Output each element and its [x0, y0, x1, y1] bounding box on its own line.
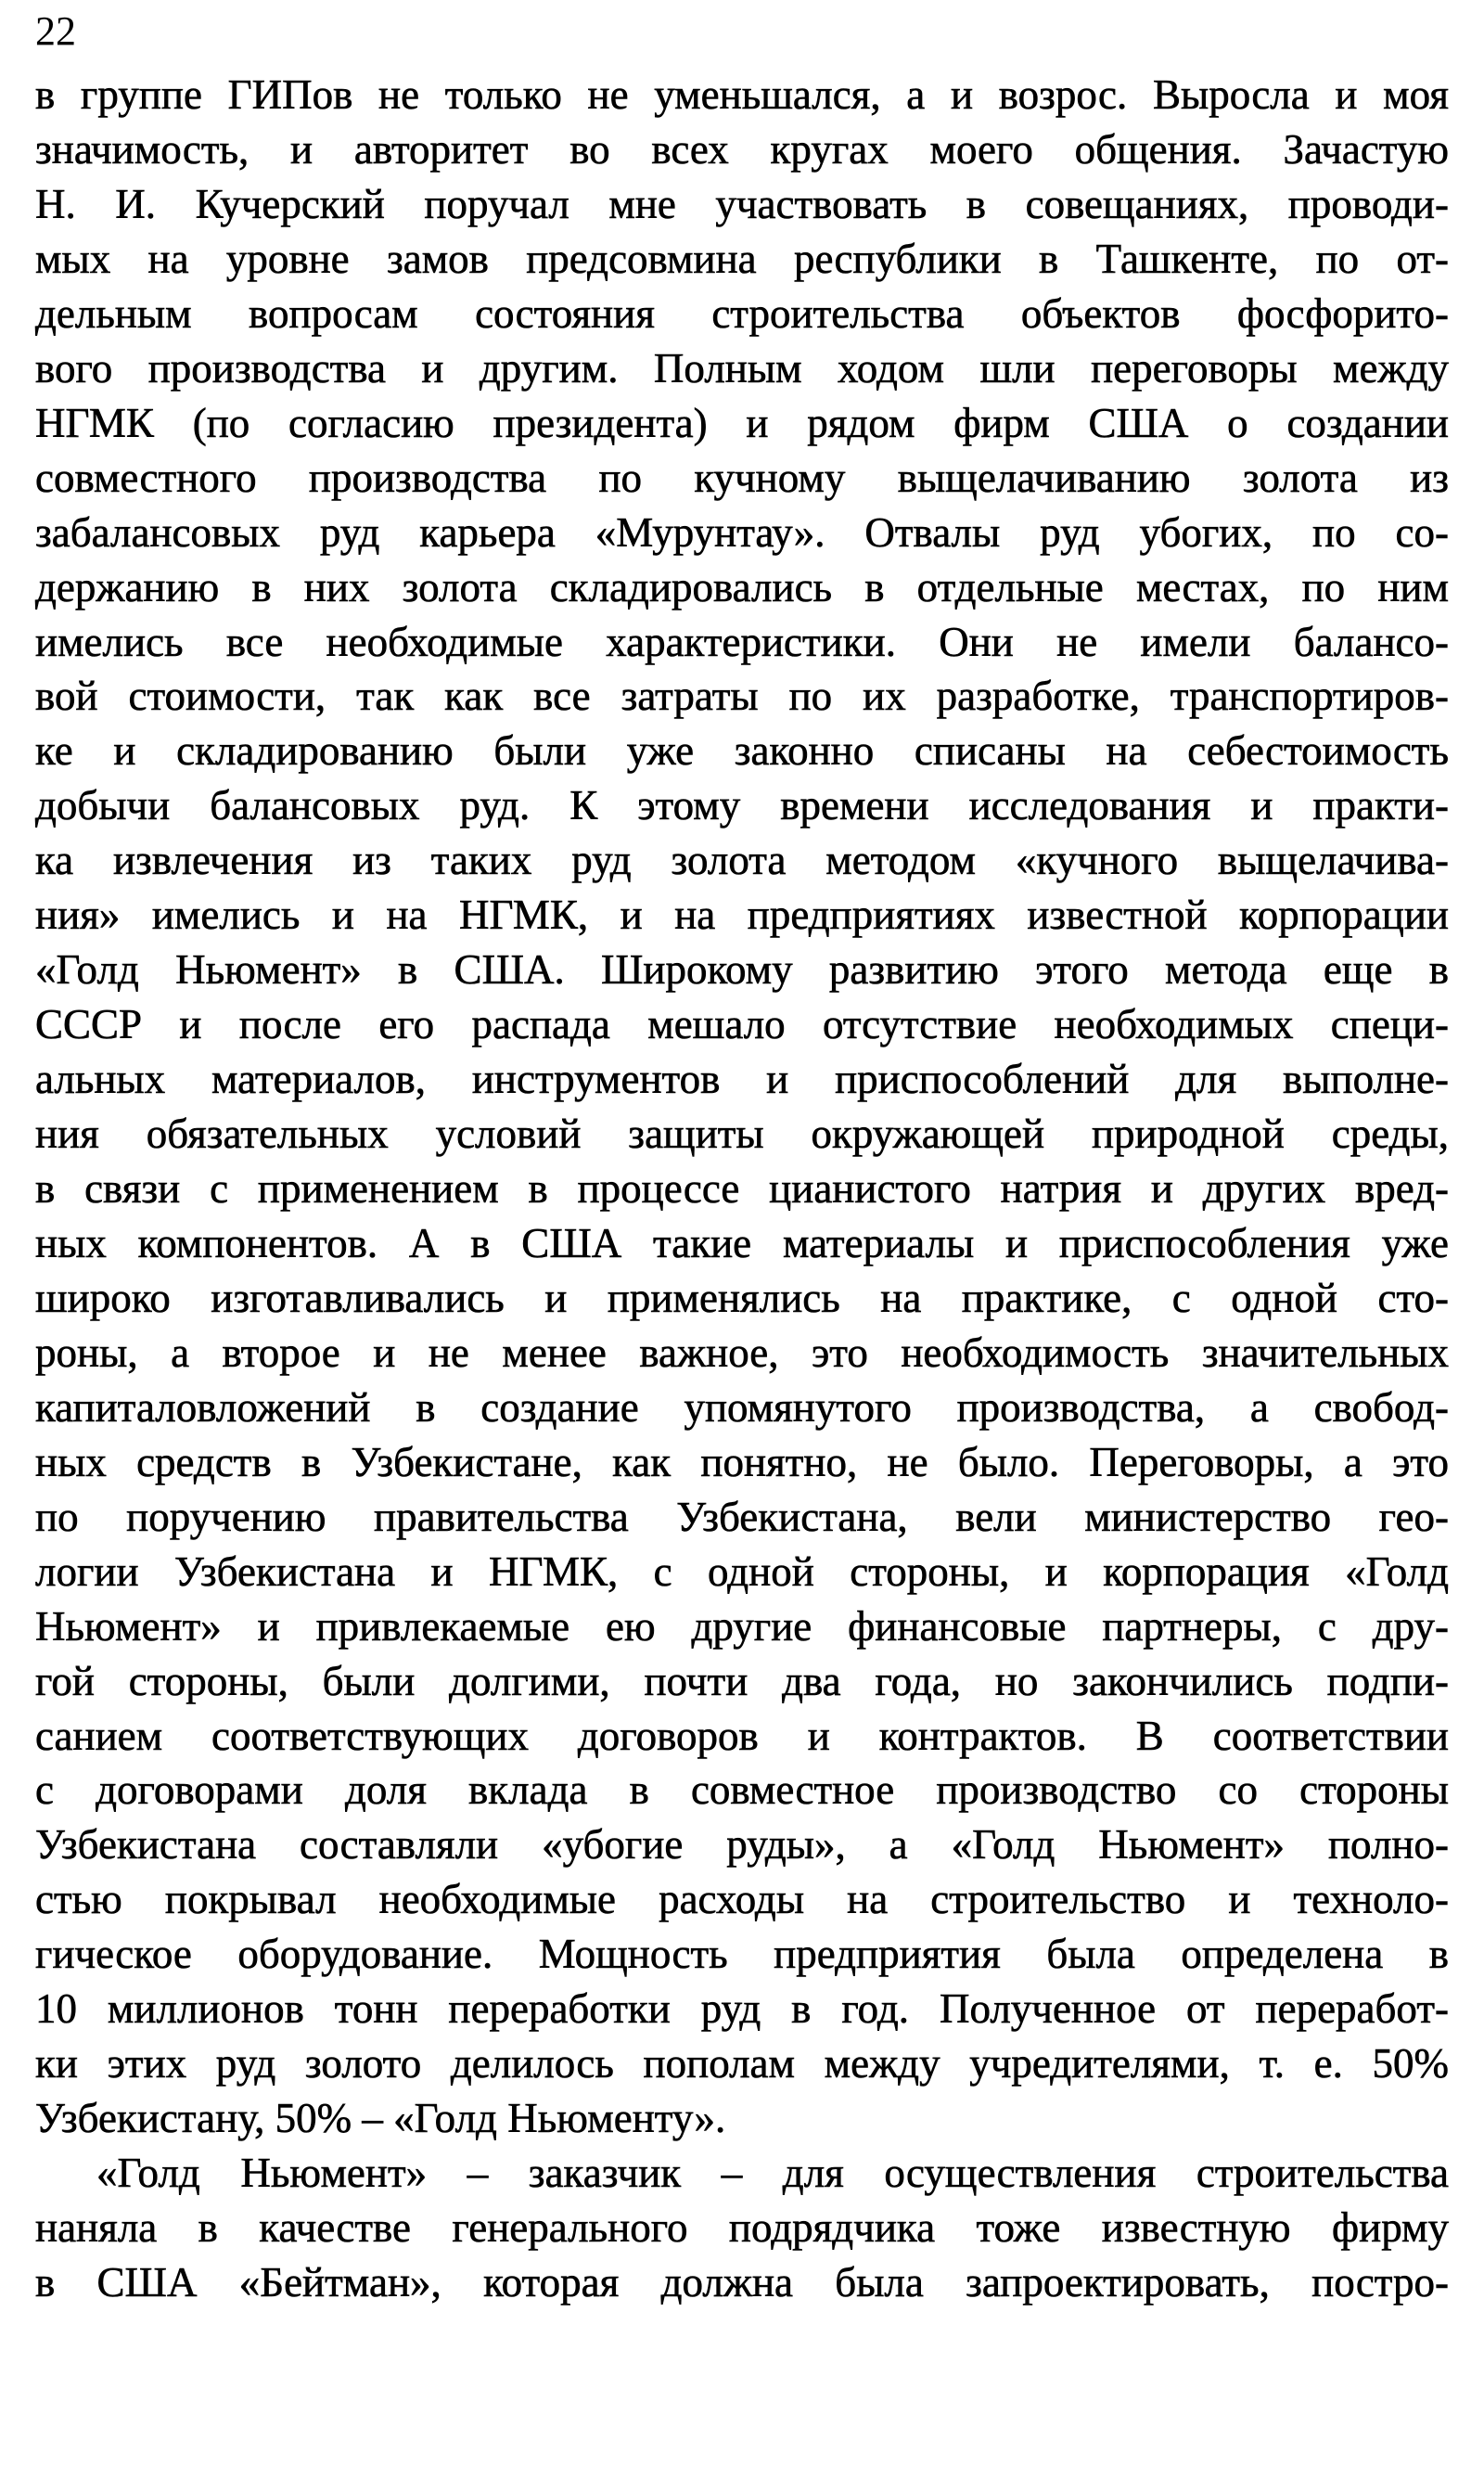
text-line: наняла в качестве генерального подрядчика тоже известную фирму: [35, 2204, 1449, 2251]
text-line: НГМК (по согласию президента) и рядом фирм США о создании: [35, 400, 1449, 446]
text-line: вой стоимости, так как все затраты по их разработке, транспортиров-: [35, 673, 1449, 719]
text-line: в США «Бейтман», которая должна была запроектировать, постро-: [35, 2259, 1449, 2305]
text-line: широко изготавливались и применялись на практике, с одной сто-: [35, 1275, 1449, 1321]
text-line: забалансовых руд карьера «Мурунтау». Отвалы руд убогих, по со-: [35, 509, 1449, 556]
text-line: гой стороны, были долгими, почти два года, но закончились подпи-: [35, 1658, 1449, 1704]
text-line: Узбекистану, 50% – «Голд Ньюменту».: [35, 2095, 726, 2141]
text-line: капиталовложений в создание упомянутого производства, а свобод-: [35, 1384, 1449, 1431]
text-line: ка извлечения из таких руд золота методом «кучного выщелачива-: [35, 837, 1449, 883]
text-line: в группе ГИПов не только не уменьшался, а и возрос. Выросла и моя: [35, 71, 1449, 118]
text-line: ных компонентов. А в США такие материалы и приспособления уже: [35, 1220, 1449, 1266]
text-line: «Голд Ньюмент» в США. Широкому развитию этого метода еще в: [35, 946, 1449, 993]
text-line: санием соответствующих договоров и контрактов. В соответствии: [35, 1713, 1449, 1759]
text-line: роны, а второе и не менее важное, это необходимость значительных: [35, 1329, 1449, 1376]
text-line: держанию в них золота складировались в отдельные местах, по ним: [35, 564, 1449, 610]
text-line: ки этих руд золото делилось пополам между учредителями, т. е. 50%: [35, 2040, 1449, 2087]
text-line: имелись все необходимые характеристики. Они не имели балансо-: [35, 619, 1449, 665]
text-line: по поручению правительства Узбекистана, вели министерство гео-: [35, 1494, 1449, 1540]
text-line: мых на уровне замов предсовмина республики в Ташкенте, по от-: [35, 236, 1449, 282]
text-line: добычи балансовых руд. К этому времени исследования и практи-: [35, 782, 1449, 828]
text-line: альных материалов, инструментов и приспособлений для выполне-: [35, 1056, 1449, 1102]
text-line: гическое оборудование. Мощность предприятия была определена в: [35, 1931, 1449, 1977]
text-line: совместного производства по кучному выщелачиванию золота из: [35, 455, 1449, 501]
text-line: вого производства и другим. Полным ходом шли переговоры между: [35, 345, 1449, 392]
text-line: СССР и после его распада мешало отсутствие необходимых специ-: [35, 1001, 1449, 1047]
text-line: ных средств в Узбекистане, как понятно, не было. Переговоры, а это: [35, 1439, 1449, 1485]
text-line: стью покрывал необходимые расходы на строительство и техноло-: [35, 1876, 1449, 1922]
text-line: 10 миллионов тонн переработки руд в год. Полученное от переработ-: [35, 1985, 1449, 2032]
text-line: логии Узбекистана и НГМК, с одной стороны, и корпорация «Голд: [35, 1548, 1449, 1595]
text-line: в связи с применением в процессе цианистого натрия и других вред-: [35, 1165, 1449, 1212]
text-line: «Голд Ньюмент» – заказчик – для осуществления строительства: [96, 2150, 1449, 2196]
text-line: ке и складированию были уже законно списаны на себестоимость: [35, 727, 1449, 774]
text-line: Ньюмент» и привлекаемые ею другие финансовые партнеры, с дру-: [35, 1603, 1449, 1650]
text-line: с договорами доля вклада в совместное производство со стороны: [35, 1766, 1449, 1813]
text-line: ния обязательных условий защиты окружающей природной среды,: [35, 1111, 1449, 1157]
text-line: дельным вопросам состояния строительства объектов фосфорито-: [35, 290, 1449, 337]
page-number: 22: [35, 8, 76, 54]
text-line: ния» имелись и на НГМК, и на предприятиях известной корпорации: [35, 892, 1449, 938]
text-line: Н. И. Кучерский поручал мне участвовать в совещаниях, проводи-: [35, 181, 1449, 227]
text-line: значимость, и авторитет во всех кругах моего общения. Зачастую: [35, 126, 1449, 173]
text-line: Узбекистана составляли «убогие руды», а «Голд Ньюмент» полно-: [35, 1821, 1449, 1868]
